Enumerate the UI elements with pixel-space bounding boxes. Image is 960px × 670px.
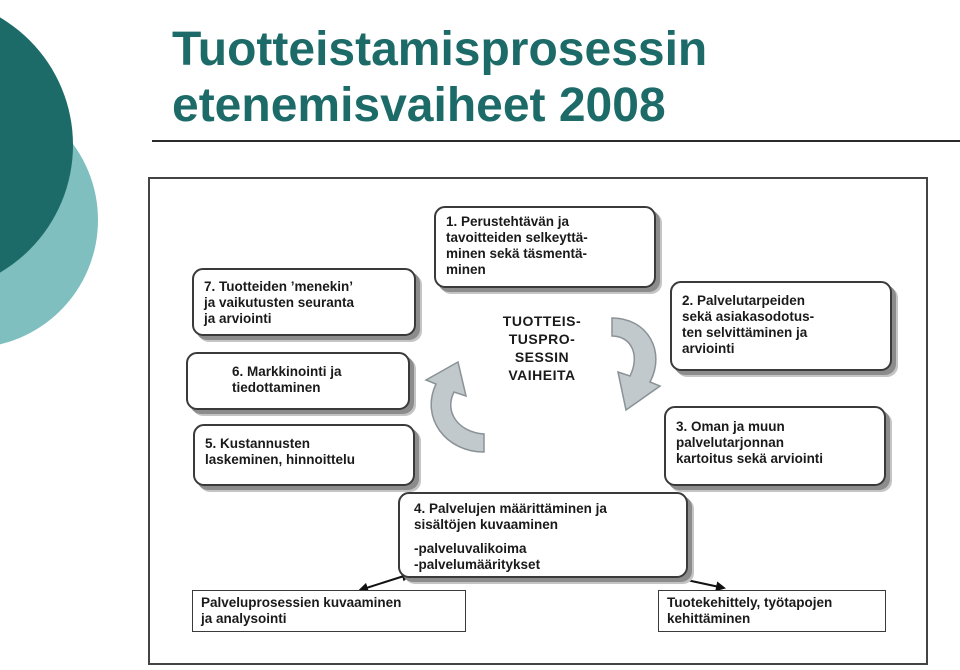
step-3-line: kartoitus sekä arviointi [676, 451, 824, 466]
step-4-box [398, 492, 688, 578]
step-2-box [670, 281, 892, 371]
step-6-line: tiedottaminen [232, 380, 321, 395]
step-5-line: laskeminen, hinnoittelu [205, 452, 356, 467]
step-6-line: 6. Markkinointi ja [232, 364, 342, 379]
step-2-line: sekä asiakasodotus- [682, 309, 815, 324]
step-2-line: arviointi [682, 341, 735, 356]
center-label-line: SESSIN [514, 349, 570, 365]
center-label-line: TUSPRO- [508, 331, 576, 347]
step-4-line: 4. Palvelujen määrittäminen ja [414, 501, 607, 516]
step-1-line: tavoitteiden selkeyttä- [446, 230, 588, 245]
step-3-line: 3. Oman ja muun [676, 419, 785, 434]
step-1-box [434, 206, 656, 288]
step-4-line: -palvelumääritykset [414, 557, 541, 572]
title-line-1: Tuotteistamisprosessin [172, 23, 708, 76]
output-right-line: kehittäminen [667, 611, 751, 626]
output-left-line: Palveluprosessien kuvaaminen [201, 595, 402, 610]
center-label-line: TUOTTEIS- [502, 313, 582, 329]
output-right-box [658, 590, 886, 632]
step-3-box [664, 406, 886, 486]
step-4-line: -palveluvalikoima [414, 541, 527, 556]
output-left-line: ja analysointi [201, 611, 287, 626]
center-label [480, 312, 604, 384]
output-left-box [192, 590, 466, 632]
step-7-line: ja vaikutusten seuranta [204, 295, 355, 310]
cycle-arrow-left [426, 362, 484, 452]
step-7-box [192, 268, 416, 336]
step-7-line: ja arviointi [204, 311, 272, 326]
step-5-box [193, 424, 415, 486]
step-1-line: minen sekä täsmentä- [446, 246, 588, 261]
step-7-line: 7. Tuotteiden ’menekin’ [204, 279, 354, 294]
step-2-line: ten selvittäminen ja [682, 325, 808, 340]
step-6-box [186, 352, 410, 410]
step-3-line: palvelutarjonnan [676, 435, 785, 450]
step-2-line: 2. Palvelutarpeiden [682, 293, 806, 308]
center-label-line: VAIHEITA [508, 367, 576, 383]
cycle-arrow-right [612, 318, 660, 410]
step-4-line: sisältöjen kuvaaminen [414, 517, 559, 532]
title-line-2: etenemisvaiheet 2008 [172, 79, 666, 132]
connector-left [360, 576, 404, 590]
step-5-line: 5. Kustannusten [205, 436, 311, 451]
step-1-line: minen [446, 262, 486, 277]
step-1-line: 1. Perustehtävän ja [446, 214, 570, 229]
output-right-line: Tuotekehittely, työtapojen [667, 595, 833, 610]
